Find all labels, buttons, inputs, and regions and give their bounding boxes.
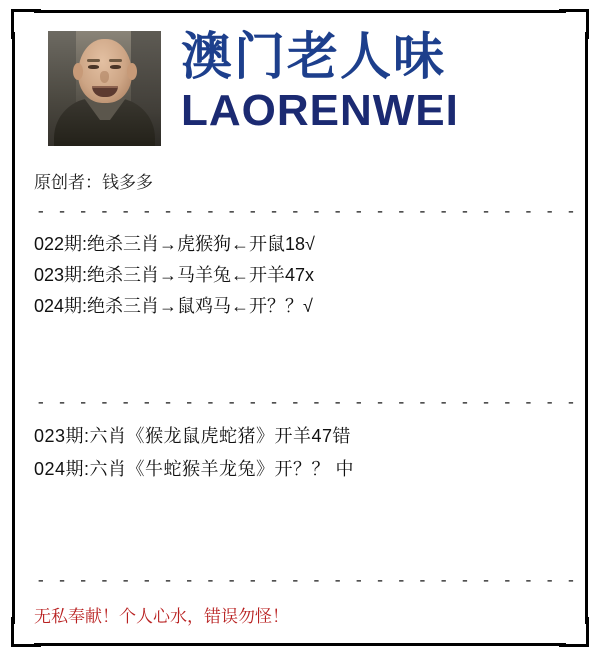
section-3 [30, 572, 577, 627]
frame-edge-left [12, 32, 15, 624]
forecast-line: 024期:六肖《牛蛇猴羊龙兔》开？？ 中 [34, 459, 355, 479]
frame-edge-right [585, 32, 588, 624]
forecast-line: 023期:绝杀三肖→马羊兔←开羊47x [34, 265, 315, 285]
divider-2: - - - - - - - - - - - - - - - - - - - - - - - - - - [36, 394, 577, 412]
divider-1: - - - - - - - - - - - - - - - - - - - - - - - - - - [36, 203, 577, 221]
portrait-eye-right [110, 65, 121, 69]
portrait-eye-left [88, 65, 99, 69]
forecast-line: 023期:六肖《猴龙鼠虎蛇猪》开羊47错 [34, 426, 352, 446]
portrait-ear-right [127, 63, 137, 80]
section-2-lines [34, 420, 570, 486]
title-group [181, 26, 459, 136]
title-english: LAORENWEI [181, 86, 459, 135]
title-chinese: 澳门老人味 [181, 28, 447, 85]
poster-header [30, 26, 570, 146]
footer-note: 无私奉献！个人心水，错误勿怪！ [34, 607, 289, 626]
portrait-brow-left [87, 59, 100, 62]
forecast-line: 022期:绝杀三肖→虎猴狗←开鼠18√ [34, 234, 315, 254]
portrait-brow-right [109, 59, 122, 62]
author-line: 原创者：钱多多 [34, 173, 153, 192]
frame-edge-top [34, 10, 566, 13]
divider-3: - - - - - - - - - - - - - - - - - - - - - - - - - - [36, 572, 577, 590]
portrait-ear-left [73, 63, 83, 80]
poster-content [30, 26, 577, 630]
section-2 [30, 394, 577, 486]
frame-edge-bottom [34, 643, 566, 646]
portrait-photo [48, 31, 161, 146]
section-1-lines [34, 229, 570, 322]
forecast-line: 024期:绝杀三肖→鼠鸡马←开？？√ [34, 296, 313, 316]
portrait-nose [100, 71, 109, 83]
